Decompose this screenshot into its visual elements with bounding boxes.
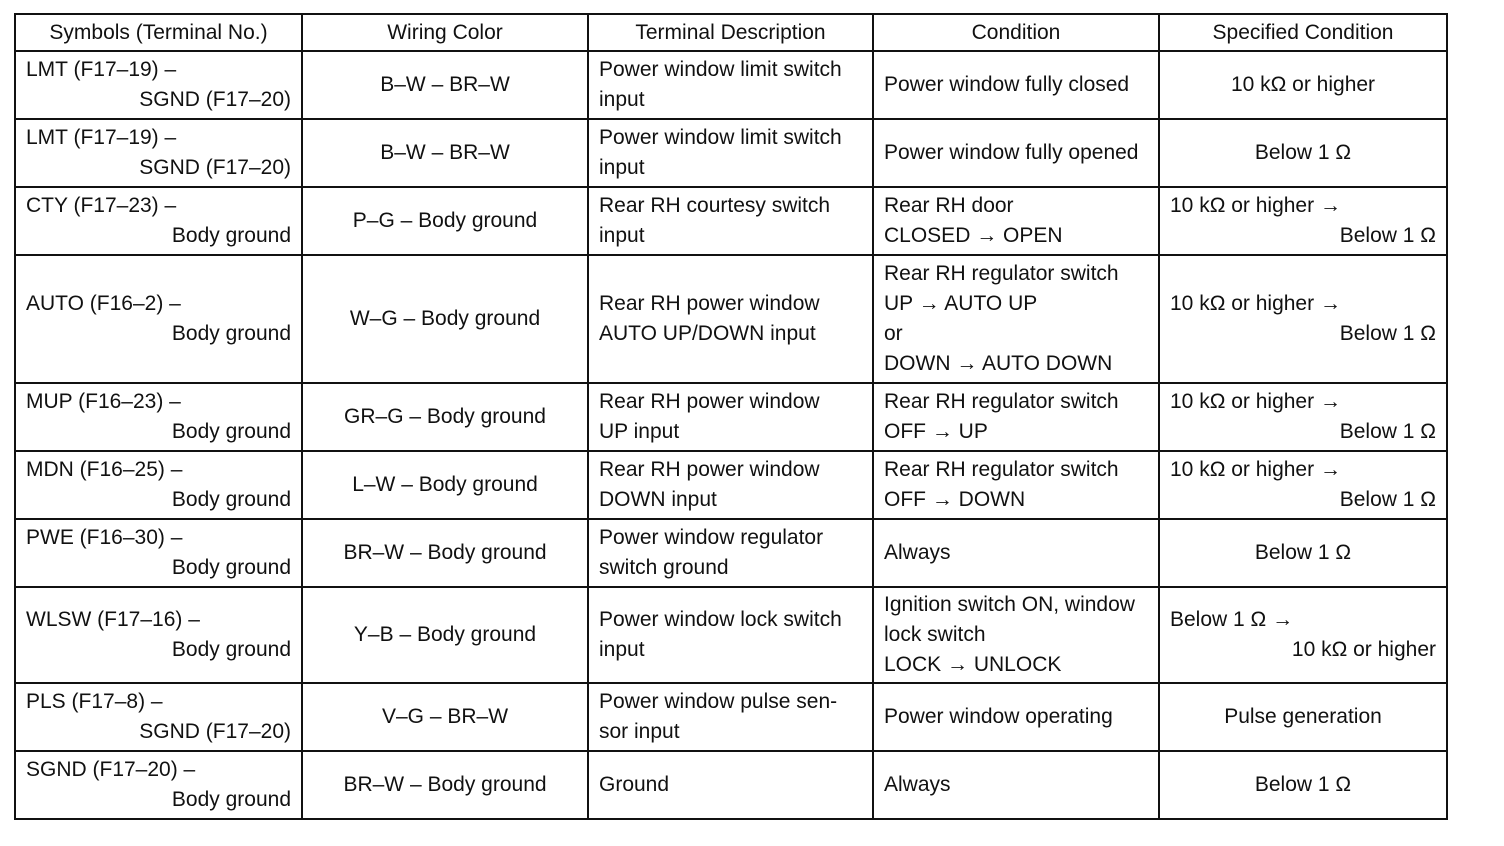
wiring-color-cell xyxy=(302,683,588,751)
description-line: Rear RH power window xyxy=(599,458,820,481)
symbols-cell xyxy=(15,51,302,119)
table-row xyxy=(15,383,1447,451)
condition-line: CLOSED → OPEN xyxy=(884,224,1063,247)
table-body xyxy=(15,51,1447,819)
condition-cell xyxy=(873,683,1159,751)
terminal-description-cell xyxy=(588,683,873,751)
terminal-description-cell xyxy=(588,451,873,519)
condition-line: Rear RH regulator switch xyxy=(884,458,1119,481)
wiring-color: BR–W – Body ground xyxy=(343,773,547,796)
terminal-symbol: CTY (F17–23) – xyxy=(26,194,177,217)
table-header xyxy=(15,14,1447,51)
specified-value-result: Below 1 Ω xyxy=(1339,322,1436,345)
terminal-symbol: PLS (F17–8) – xyxy=(26,690,163,713)
description-line: UP input xyxy=(599,420,680,443)
terminal-symbol-target: Body ground xyxy=(171,556,291,579)
specified-value-result: 10 kΩ or higher xyxy=(1291,638,1436,661)
wiring-color: P–G – Body ground xyxy=(352,209,538,232)
description-line: AUTO UP/DOWN input xyxy=(599,322,816,345)
condition-line: Power window fully closed xyxy=(884,73,1130,96)
table-row xyxy=(15,683,1447,751)
symbols-cell xyxy=(15,451,302,519)
header-terminal-description: Terminal Description xyxy=(588,14,873,51)
condition-line: OFF → DOWN xyxy=(884,488,1026,511)
terminal-symbol: LMT (F17–19) – xyxy=(26,126,177,149)
symbols-cell xyxy=(15,519,302,587)
specified-value: 10 kΩ or higher xyxy=(1230,73,1376,96)
condition-line: Rear RH regulator switch xyxy=(884,390,1119,413)
wiring-color: BR–W – Body ground xyxy=(343,541,547,564)
wiring-color: L–W – Body ground xyxy=(352,473,538,496)
terminal-symbol-target: SGND (F17–20) xyxy=(139,156,291,179)
specified-value: Below 1 Ω → xyxy=(1170,608,1294,631)
specified-value: Pulse generation xyxy=(1224,705,1382,728)
header-specified-condition: Specified Condition xyxy=(1159,14,1447,51)
terminal-symbol: SGND (F17–20) – xyxy=(26,758,196,781)
specified-value: Below 1 Ω xyxy=(1254,773,1352,796)
description-line: Power window regulator xyxy=(599,526,824,549)
header-symbols: Symbols (Terminal No.) xyxy=(15,14,302,51)
condition-line: Power window operating xyxy=(884,705,1113,728)
symbols-cell xyxy=(15,119,302,187)
terminal-symbol: AUTO (F16–2) – xyxy=(26,292,181,315)
symbols-cell xyxy=(15,255,302,383)
description-line: Power window pulse sen- xyxy=(599,690,838,713)
terminal-symbol-target: Body ground xyxy=(171,488,291,511)
condition-cell xyxy=(873,51,1159,119)
header-row xyxy=(15,14,1447,51)
condition-cell xyxy=(873,751,1159,819)
specified-value: 10 kΩ or higher → xyxy=(1170,458,1341,481)
condition-cell xyxy=(873,383,1159,451)
wiring-color: B–W – BR–W xyxy=(380,141,510,164)
terminal-symbol: PWE (F16–30) – xyxy=(26,526,183,549)
condition-cell xyxy=(873,519,1159,587)
table-row xyxy=(15,51,1447,119)
terminal-description-cell xyxy=(588,119,873,187)
terminal-spec-table xyxy=(14,13,1448,820)
specified-condition-cell xyxy=(1159,255,1447,383)
specified-condition-cell xyxy=(1159,119,1447,187)
condition-line: UP → AUTO UP xyxy=(884,292,1038,315)
symbols-cell xyxy=(15,751,302,819)
table-row xyxy=(15,119,1447,187)
description-line: input xyxy=(599,638,645,661)
condition-line: Rear RH regulator switch xyxy=(884,262,1119,285)
wiring-color: V–G – BR–W xyxy=(381,705,509,728)
terminal-symbol-target: Body ground xyxy=(171,788,291,811)
specified-value: Below 1 Ω xyxy=(1254,141,1352,164)
terminal-description-cell xyxy=(588,519,873,587)
condition-line: DOWN → AUTO DOWN xyxy=(884,352,1113,375)
condition-line: Rear RH door xyxy=(884,194,1014,217)
wiring-color: B–W – BR–W xyxy=(380,73,510,96)
description-line: input xyxy=(599,224,645,247)
condition-line: lock switch xyxy=(884,623,986,646)
specified-condition-cell xyxy=(1159,383,1447,451)
terminal-description-cell xyxy=(588,751,873,819)
symbols-cell xyxy=(15,587,302,683)
table-row xyxy=(15,451,1447,519)
table-row xyxy=(15,587,1447,683)
condition-cell xyxy=(873,187,1159,255)
terminal-symbol-target: SGND (F17–20) xyxy=(139,720,291,743)
condition-line: Always xyxy=(884,773,951,796)
wiring-color-cell xyxy=(302,519,588,587)
specified-condition-cell xyxy=(1159,51,1447,119)
specified-condition-cell xyxy=(1159,751,1447,819)
wiring-color-cell xyxy=(302,51,588,119)
terminal-description-cell xyxy=(588,51,873,119)
symbols-cell xyxy=(15,683,302,751)
wiring-color-cell xyxy=(302,451,588,519)
condition-cell xyxy=(873,451,1159,519)
header-wiring-color: Wiring Color xyxy=(302,14,588,51)
condition-cell xyxy=(873,587,1159,683)
terminal-description-cell xyxy=(588,255,873,383)
specified-value: Below 1 Ω xyxy=(1254,541,1352,564)
wiring-color: GR–G – Body ground xyxy=(344,405,546,428)
symbols-cell xyxy=(15,187,302,255)
specified-value: 10 kΩ or higher → xyxy=(1170,194,1341,217)
table-row xyxy=(15,255,1447,383)
condition-line: or xyxy=(884,322,903,345)
specified-condition-cell xyxy=(1159,187,1447,255)
wiring-color: Y–B – Body ground xyxy=(353,623,537,646)
description-line: input xyxy=(599,88,645,111)
terminal-symbol: LMT (F17–19) – xyxy=(26,58,177,81)
description-line: Rear RH power window xyxy=(599,292,820,315)
condition-cell xyxy=(873,255,1159,383)
description-line: input xyxy=(599,156,645,179)
symbols-cell xyxy=(15,383,302,451)
specified-value-result: Below 1 Ω xyxy=(1339,420,1436,443)
terminal-description-cell xyxy=(588,383,873,451)
terminal-symbol-target: Body ground xyxy=(171,420,291,443)
terminal-symbol: MUP (F16–23) – xyxy=(26,390,181,413)
description-line: sor input xyxy=(599,720,680,743)
description-line: Rear RH courtesy switch xyxy=(599,194,831,217)
wiring-color: W–G – Body ground xyxy=(349,307,541,330)
specified-condition-cell xyxy=(1159,587,1447,683)
specified-value-result: Below 1 Ω xyxy=(1339,224,1436,247)
terminal-symbol-target: Body ground xyxy=(171,638,291,661)
wiring-color-cell xyxy=(302,255,588,383)
wiring-color-cell xyxy=(302,187,588,255)
description-line: Ground xyxy=(599,773,670,796)
specified-condition-cell xyxy=(1159,519,1447,587)
wiring-color-cell xyxy=(302,383,588,451)
condition-line: LOCK → UNLOCK xyxy=(884,653,1062,676)
condition-cell xyxy=(873,119,1159,187)
condition-line: Power window fully opened xyxy=(884,141,1139,164)
specified-condition-cell xyxy=(1159,683,1447,751)
description-line: Rear RH power window xyxy=(599,390,820,413)
wiring-color-cell xyxy=(302,751,588,819)
table-row xyxy=(15,187,1447,255)
terminal-symbol-target: Body ground xyxy=(171,224,291,247)
description-line: switch ground xyxy=(599,556,729,579)
header-condition: Condition xyxy=(873,14,1159,51)
terminal-symbol-target: SGND (F17–20) xyxy=(139,88,291,111)
specified-condition-cell xyxy=(1159,451,1447,519)
terminal-description-cell xyxy=(588,187,873,255)
terminal-description-cell xyxy=(588,587,873,683)
description-line: Power window lock switch xyxy=(599,608,842,631)
condition-line: Ignition switch ON, window xyxy=(884,593,1135,616)
specified-value: 10 kΩ or higher → xyxy=(1170,390,1341,413)
terminal-symbol-target: Body ground xyxy=(171,322,291,345)
terminal-symbol: MDN (F16–25) – xyxy=(26,458,183,481)
description-line: Power window limit switch xyxy=(599,126,842,149)
specified-value: 10 kΩ or higher → xyxy=(1170,292,1341,315)
wiring-color-cell xyxy=(302,119,588,187)
description-line: DOWN input xyxy=(599,488,717,511)
terminal-symbol: WLSW (F17–16) – xyxy=(26,608,200,631)
condition-line: Always xyxy=(884,541,951,564)
specified-value-result: Below 1 Ω xyxy=(1339,488,1436,511)
wiring-color-cell xyxy=(302,587,588,683)
table-row xyxy=(15,751,1447,819)
table-row xyxy=(15,519,1447,587)
description-line: Power window limit switch xyxy=(599,58,842,81)
condition-line: OFF → UP xyxy=(884,420,988,443)
